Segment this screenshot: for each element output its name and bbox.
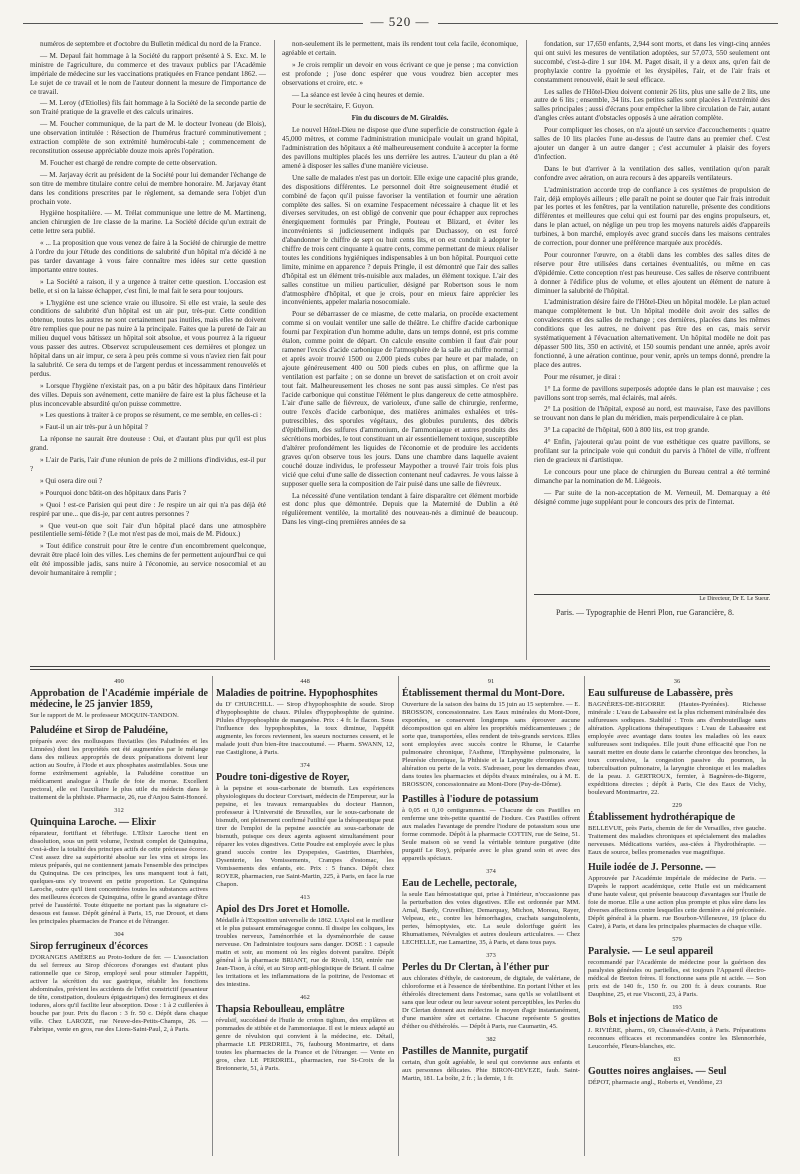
- ad-column-2: [216, 676, 394, 1156]
- ad-body: Ouverture de la saison des bains du 15 juin au 15 septembre. — E. BROSSON, concessionnaire. Les Eaux minérales du Mont-Dore, exportées, se conservent longtemps sans éprouver aucune décomposition qui en altère les propriétés médicamenteuses ; de sorte que, transportées, elles rendent de très-grands services. Elles sont employées avec succès contre le Rhume, le Catarrhe pulmonaire chronique, l'Asthme, l'Emphysème pulmonaire, la Pleurésie chronique, la Phthisie et la Laryngite chroniques avec altération ou perte de la voix. S'adresser, pour les demandes d'eau, dans toutes les pharmacies et dépôts d'eaux minérales, ou à M. E. BROSSON, concessionnaire au Mont-Dore (Puy-de-Dôme).: [402, 701, 580, 788]
- advertisement: [588, 802, 766, 857]
- section-divider: [30, 666, 770, 667]
- article-paragraph: » Tout édifice construit pour être le centre d'un encombrement quelconque, devrait être placé loin des villes. Les chemins de fer permettent aujourd'hui ce qui eût été impossible jadis, sans nuire à l'économie, au service nosocomial et au devoir humanitaire à remplir ;: [30, 542, 266, 578]
- article-paragraph: Pour se débarrasser de ce miasme, de cette malaria, on procède exactement comme si on voulait ventiler une salle de théâtre. Le chiffre d'acide carbonique fourni par l'expiration d'un homme adulte, dans un temps donné, est pris comme étalon, comme point de départ. On calcule ensuite combien il faut d'air pour ramener l'excès d'acide carbonique de l'atmosphère de la salle au chiffre normal ; et après avoir trouvé 1500 ou 2,000 pieds cubes par heure et par malade, on ajoute généreusement 400 ou 500 pieds cubes en plus, on affirme que la ventilation est parfaite ; on se donne un brevet de satisfaction et on croit avoir tout fait. Malheureusement les choses ne sont pas aussi simples. Ce n'est pas l'acide carbonique qui constitue l'élément le plus dangereux de cette atmosphère. L'air d'une salle de fiévreux, de varioleux, d'une salle de chirurgie, renferme, outre l'excès d'acide carbonique, des matières animales exhalées et très-putrescibles, des sporules végétaux, des globules purulents, des débris d'épithélium, des sulfures d'ammonium, de l'ammoniaque et autres produits des sécrétions morbides, le tout constituant un air essentiellement toxique, susceptible d'altérer profondément les liquides de l'économie et de produire les accidents graves qu'on observe tous les jours. Dans une chambre dans laquelle avaient couché douze individus, le professeur Maypother a trouvé l'air trois fois plus vicié que celui d'une salle de dissection contenant neuf cadavres. Je vous laisse à supposer quelle sera la composition de l'air puisé dans une salle de fiévreux.: [282, 310, 518, 488]
- ad-body: Médaille à l'Exposition universelle de 1862. L'Apiol est le meilleur et le plus puissant emménagogue connu. Il dissipe les coliques, les troubles nerveux, l'aménorrhée et la dysménorrhée de cause nerveuse. On l'administre toujours sans danger. DOSE : 1 capsule matin et soir, au moment où les règles doivent paraître. Dépôt général à la pharmacie BRIANT, rue de Rivoli, 150, entrée rue Jean-Tison, à côté, et au Sirop anti-phlogistique de Briant. Il calme les irritations et les inflammations de la poitrine, de l'estomac et des intestins.: [216, 917, 394, 988]
- article-paragraph: Le concours pour une place de chirurgien du Bureau central a été terminé dimanche par la nomination de M. Liégeois.: [534, 467, 770, 485]
- printer-line: Paris. — Typographie de Henri Plon, rue Garancière, 8.: [556, 608, 734, 617]
- article-paragraph: — M. Leroy (d'Etiolles) fils fait hommage à la Société de la seconde partie de son Traité pratique de la gravelle et des calculs urinaires.: [30, 99, 266, 117]
- article-paragraph: La nécessité d'une ventilation tendant à faire disparaître cet élément morbide est donc plus que démontrée. Depuis que la Maternité de Dublin a été régulièrement ventilée, la mortalité des nouveau-nés a diminué de beaucoup. Dans les vingt-cinq premières années de sa: [282, 491, 518, 527]
- article-paragraph: M. Foucher est chargé de rendre compte de cette observation.: [40, 158, 217, 167]
- ad-title: Apiol des Drs Joret et Homolle.: [216, 904, 350, 915]
- article-paragraph: » Qui osera dire oui ?: [40, 476, 103, 485]
- advertisement: [216, 894, 394, 989]
- ad-column-divider: [212, 676, 213, 1156]
- ad-title: Établissement hydrothérapique de: [588, 812, 736, 823]
- advertisement: [588, 936, 766, 999]
- article-paragraph: Les salles de l'Hôtel-Dieu doivent contenir 26 lits, plus une salle de 2 lits, une autre de 6 lits ; ensemble, 34 lits. Les petites salles sont placées à l'extrémité des salles principales ; aussi d'écrans pour empêcher la libre circulation de l'air, autant d'angles crées autant d'obstacles opposés à une aération complète.: [534, 87, 770, 123]
- ad-title: Eau de Lechelle, pectorale,: [402, 878, 517, 889]
- column-divider: [274, 40, 275, 660]
- ad-body: D'ORANGES AMÈRES au Proto-Iodure de fer. — L'association du sel ferreux au Sirop d'écorces d'oranges est d'autant plus rationnelle que ce Sirop, employé seul pour stimuler l'appétit, activer la sécrétion du suc gastrique, rétablir les fonctions abdominales, prévient les accidents de l'effet constrictif (pesanteur de tête, constipation, douleurs épigastriques) des ferrugineux et des iodures, alors qu'il facilite leur absorption. Dose : 1 à 2 cuillerées à bouche par jour. Prix du flacon : 3 fr. 50 c. Dépôt dans chaque ville. Chez LAROZE, rue Neuve-des-Petits-Champs, 26. — Fabrique, vente en gros, rue des Lions-Saint-Paul, 2, à Paris.: [30, 954, 208, 1033]
- ad-number: 36: [673, 678, 681, 685]
- ad-number: 462: [300, 994, 310, 1001]
- article-paragraph: 1° La forme de pavillons superposés adoptée dans le plan est mauvaise ; ces pavillons sont trop serrés, mal éclairés, mal aérés.: [534, 384, 770, 402]
- ad-title: Paludéine et Sirop de Paludéine,: [30, 725, 168, 736]
- advertisement: [216, 678, 394, 757]
- advertisement: [30, 725, 208, 802]
- advertisement: [588, 678, 766, 797]
- ad-title: Paralysie. — Le seul appareil: [588, 946, 714, 957]
- article-paragraph: — M. Jarjavay écrit au président de la Société pour lui demander l'échange de son titre de membre titulaire contre celui de membre honoraire. M. Jarjavay étant dans les conditions prescrites par le règlement, sa demande sera l'objet d'un prochain vote.: [30, 170, 266, 206]
- ad-column-4: [588, 676, 766, 1156]
- ad-column-divider: [584, 676, 585, 1156]
- ad-body: BELLEVUE, près Paris, chemin de fer de Versailles, rive gauche. Traitement des maladies chroniques et spécialement des maladies nerveuses. Médications variées, ass-ciées à l'hydrothérapie. — Eaux de source, belles promenades vue magnifique.: [588, 825, 766, 856]
- advertisement: [402, 1036, 580, 1083]
- advertisement: [30, 678, 208, 720]
- ad-title: Pastilles à l'iodure de potassium: [402, 794, 539, 805]
- article-paragraph: Une salle de malades n'est pas un dortoir. Elle exige une capacité plus grande, des dispositions différentes. Le personnel doit être soigneusement étudié et combiné de façon qu'il puisse favoriser la ventilation et fournir une aération complète des salles. Si on examine l'espacement nécessaire à chaque lit et les diverses servitudes, on est obligé de convenir que pour échapper aux reproches énergiquement formulés par Pringle, Pouteau et Blizard, et éviter les inconvénients si judicieusement indiqués par Duchassoy, on est forcé d'abandonner le chiffre de sept ou huit cents lits, et on est conduit à adopter le chiffre de trois cent cinquante à quatre cents, comme permettant de mieux réaliser toutes les conditions hygiéniques indispensables à un bon hôpital. Pourquoi cette limite, minime en apparence ? depuis Pringle, il est démontré que l'air des salles d'hôpital est un élément très-nuisible aux malades, un élément toxique. L'air des salles constitue un milieu particulier, désigné par Robertson sous le nom d'atmosphère d'hôpital, et que je crois, pour en mieux faire apprécier les inconvénients, appeler malaria nosocomiale.: [282, 173, 518, 307]
- article-column-2: [282, 40, 518, 660]
- article-paragraph: » L'air de Paris, l'air d'une réunion de près de 2 millions d'individus, est-il pur ?: [30, 456, 266, 473]
- ad-number: 374: [486, 868, 496, 875]
- article-paragraph: — Par suite de la non-acceptation de M. Verneuil, M. Demarquay a été désigné comme juge suppléant pour le concours des prix de l'internat.: [534, 488, 770, 506]
- article-paragraph: » Lorsque l'hygiène n'existait pas, on a pu bâtir des hôpitaux dans l'intérieur des villes. Depuis son avénement, cette manière de faire est la plus fâcheuse et la plus inconcevable absurdité qu'on puisse commettre.: [30, 381, 266, 408]
- ad-column-divider: [398, 676, 399, 1156]
- ad-body: à 0,05 et 0,10 centigrammes. — Chacune de ces Pastilles en renferme une très-petite quantité de l'iodure. Ces Pastilles offrent aux malades l'avantage de prendre l'iodure de potassium sous une forme commode. Dépôt à la pharmacie COTTIN, rue de Seine, 51. Seule maison où se vend la véritable teinture purgative (dite purgatif Le Roy), préparée avec le plus grand soin et avec des appareils spéciaux.: [402, 807, 580, 862]
- section-divider: [30, 669, 770, 670]
- article-paragraph: 2° La position de l'hôpital, exposé au nord, est mauvaise, l'axe des pavillons se trouvant non dans le plan du méridien, mais perpendiculaire à ce plan.: [534, 405, 770, 423]
- article-paragraph: » Je crois remplir un devoir en vous écrivant ce que je pense ; ma conviction est profonde ; j'ose donc espérer que vous voudrez bien accepter mes observations et croire, etc. »: [282, 60, 518, 87]
- ad-body: DÉPOT, pharmacie angl., Roberts et, Vendôme, 23: [588, 1079, 723, 1086]
- article-paragraph: 3° La capacité de l'hôpital, 600 à 800 lits, est trop grande.: [544, 426, 710, 435]
- ad-body: BAGNÈRES-DE-BIGORRE (Hautes-Pyrénées). Richesse minérale : L'eau de Labassère est la plus richement minéralisée des sulfureuses sodiques. Stabilité : Trois ans d'embouteillage sans altération. Applications thérapeutiques : L'eau de Labassère est employée avec avantage dans toutes les maladies où les eaux sulfureuses sont indiquées. Elle jouit d'une efficacité que l'on ne saurait mettre en doute dans le catarrhe chronique des bronches, la toux convulsive, la congestion passive du poumon, la tuberculisation pulmonaire, la laryngite chronique et les maladies de la peau. J. GERTROUX, fermier, à Bagnères-de-Bigorre, expéditions directes ; dépôt à Paris, Cie des Eaux de Vichy, boulevard Montmartre, 22.: [588, 701, 766, 796]
- ad-title: Perles du Dr Clertan, à l'éther pur: [402, 962, 550, 973]
- article-paragraph: Hygiène hospitalière. — M. Trélat communique une lettre de M. Martineng, ancien chirurgien de 1re classe de la marine. La Société décide qu'un extrait de cette lettre sera publié.: [30, 209, 266, 236]
- article-paragraph: numéros de septembre et d'octobre du Bulletin médical du nord de la France.: [40, 40, 262, 48]
- ad-number: 448: [300, 678, 310, 685]
- ad-number: 382: [486, 1036, 496, 1043]
- advertisement: [588, 1056, 766, 1087]
- advertisement: [30, 931, 208, 1034]
- ad-number: 374: [300, 762, 310, 769]
- ad-body: réparateur, fortifiant et fébrifuge. L'Elixir Laroche tient en dissolution, sous un petit volume, l'extrait complet de Quinquina, c'est-à-dire la totalité des principes actifs de cette précieuse écorce. C'est assez dire sa supériorité absolue sur les vins et sirops les mieux préparés, qui ne contiennent jamais l'ensemble des principes du Quinquina. De ces principes, les uns manquent tout à fait, quelques-uns s'y trouvent en petite proportion. Le Quinquina Laroche, outre qu'il tient concentrées toutes les substances actives des meilleures écorces de Quinquina, offre le grand avantage d'être privé de l'austérité. Toute étiquette ne portant pas la signature ci-dessous est fausse. Dépôt général à Paris, 15, rue Drouot, et dans les principales pharmacies de France et de l'étranger.: [30, 830, 208, 925]
- article-paragraph: » Les questions à traiter à ce propos se résument, ce me semble, en celles-ci :: [40, 411, 262, 420]
- ad-body: à la pepsine et sous-carbonate de bismuth. Les expériences physiologiques du docteur Corvisart, médecin de l'Empereur, sur la pepsine, et les travaux remarquables du docteur Hannon, professeur à l'Université de Bruxelles, sur le sous-carbonate de bismuth, ont pleinement confirmé l'utilité que la thérapeutique peut tirer de l'emploi de la pepsine associée au sous-carbonate de bismuth, puisque ces deux agents agissent simultanément pour réparer les voies digestives. Cette Poudre est employée avec le plus grand succès contre les Dyspepsies, Gastrites, Diarrhées, Dysenterie, les Vomissements, Crampes d'estomac, les Vomissements des enfants, etc. Prix : 5 francs. Dépôt chez ROYER, pharmacien, rue Saint-Martin, 225, à Paris, en face la rue Chapon.: [216, 785, 394, 888]
- ad-body: J. RIVIÈRE, pharm., 69, Chaussée-d'Antin, à Paris. Préparations reconnues efficaces et recommandées contre les Blennorrhée, Leucorrhée, Fleurs-blanches, etc.: [588, 1027, 766, 1050]
- ad-title: Gouttes noires anglaises. — Seul: [588, 1066, 727, 1077]
- ad-number: 304: [114, 931, 124, 938]
- director-signature: Le Directeur, Dr E. Le Sueur.: [699, 596, 770, 602]
- ad-title: Huile iodée de J. Personne. —: [588, 862, 716, 873]
- article-paragraph: 4° Enfin, j'ajouterai qu'au point de vue esthétique ces quatre pavillons, se profilant sur la principale voie qui conduit du parvis à l'hôtel de ville, n'offrent rien de gracieux ni d'artistique.: [534, 438, 770, 464]
- ad-body: du D' CHURCHILL. — Sirop d'hypophosphite de soude. Sirop d'hypophosphite de chaux. Pilules d'hypophosphite de quinine. Pilules d'hypophosphite de manganèse. Prix : 4 fr. le flacon. Sous l'influence des hypophosphites, la toux diminue, l'appétit augmente, les forces reviennent, les sueurs nocturnes cessent, et le malade jouit d'un bien-être inaccoutumé. — Pharm. SWANN, 12, rue Castiglione, à Paris.: [216, 701, 394, 756]
- article-paragraph: Dans le but d'arriver à la ventilation des salles, ventilation qu'on paraît confondre avec aération, on aura recours à des appareils ventilateurs.: [534, 164, 770, 182]
- ad-number: 193: [672, 1004, 682, 1011]
- ad-number: 490: [114, 678, 124, 685]
- ad-number: 91: [487, 678, 495, 685]
- article-paragraph: Pour couronner l'œuvre, on a établi dans les combles des salles dites de réserve pour être utilisées dans certaines éventualités, ou même en cas d'épidémie. Cette conception n'est pas heureuse. Ces salles de réserve contribuent à donner à l'édifice plus de volume, et elles ajoutent un élément de nature à diminuer la salubrité de l'hôpital.: [534, 250, 770, 295]
- column-divider: [526, 40, 527, 660]
- ad-number: 229: [672, 802, 682, 809]
- ad-column-1: [30, 676, 208, 1156]
- article-paragraph: » La Société a raison, il y a urgence à traiter cette question. L'occasion est belle, et si on la laisse échapper, c'est fini, le mal fait le sera pour toujours.: [30, 277, 266, 295]
- ad-body: aux chlorates d'éthyle, de castoreum, de digitale, de valériane, de chloroforme et à l'essence de térébenthine. En portant l'éther et les éthérolés directement dans l'estomac, sans qu'ils se volatilisent et sans que leur odeur ou leur saveur soient perceptibles, les Perles du Dr Clertan donnent aux médecins le moyen d'agir instantanément, d'une manière sûre et certaine. Chacune représente 5 gouttes d'éther ou d'éthérolés. — Dépôt à Paris, rue Caumartin, 45.: [402, 975, 580, 1030]
- article-paragraph: La réponse ne saurait être douteuse : Oui, et d'autant plus pur qu'il est plus grand.: [30, 435, 266, 453]
- ad-title: Pastilles de Mannite, purgatif: [402, 1046, 529, 1057]
- article-paragraph: — M. Foucher communique, de la part de M. le docteur Ivoneau (de Blois), une observation intitulée : Résection de l'humérus fracturé comminutivement ; extraction complète de son extrémité humérocubi-tale ; commencement de reconstitution osseuse appréciable douze mois après l'opération.: [30, 120, 266, 155]
- advertisement: [216, 994, 394, 1073]
- ad-body: Approuvée par l'Académie impériale de médecine de Paris. — D'après le rapport académique, cette Huile est un médicament d'une haute valeur, qui présente beaucoup d'avantages sur l'huile de foie de morue. Elle a une action plus prompte et plus sûre dans les diverses affections contre lesquelles cette dernière a été préconisée. Dépôt général à la pharm. rue Bourbon-Villeneuve, 19 (place du Caire), à Paris, et dans les principales pharmacies de chaque ville.: [588, 875, 766, 930]
- ad-body: Sur le rapport de M. le professeur MOQUIN-TANDON.: [30, 712, 179, 719]
- article-paragraph: » Quoi ! est-ce Parisien qui peut dire : Je respire un air qui n'a pas déjà été respiré par une... que dis-je, par cent autres personnes ?: [30, 500, 266, 518]
- advertisement: [402, 678, 580, 789]
- article-paragraph: L'administration accorde trop de confiance à ces systèmes de propulsion de l'air, déjà employés ailleurs ; elle paraît ne point se douter que l'air frais introduit par les portes et les fenêtres, par la ventilation naturelle, présente des conditions différentes et meilleures que celui qui est fourni par des engins propulseurs, et, dans le plan actuel, on néglige un peu trop les moyens naturels aidés d'appareils turbines, à bon marché, employés avec grand succès dans les maisons centrales de correction, pour donner une préférence marquée aux procédés.: [534, 185, 770, 248]
- advertisement: [588, 862, 766, 931]
- advertisement: [588, 1004, 766, 1051]
- article-paragraph: Le nouvel Hôtel-Dieu ne dispose que d'une superficie de construction égale à 45,000 mètres, et comme l'administration municipale voulait un grand hôpital, l'administration des hôpitaux a été malheureusement conduite à accepter la forme des pavillons multiples placés les uns derrière les autres. L'auteur du plan a été amené à disposer les salles d'une manière vicieuse.: [282, 126, 518, 170]
- ad-number: 83: [673, 1056, 681, 1063]
- ad-body: révulsif, succédané de l'huile de croton tiglium, des emplâtres et pommades de stibiée et de l'ammoniaque. Il est le mieux adapté au genre de révulsion qui convient à la médecine, etc. Détail, pharmacie LE PERDRIEL, 76, faubourg Montmartre, et dans toutes les pharmacies de la France et de l'étranger. — Vente en gros, chez LE PERDRIEL, pharmacien, rue St-Croix de la Bretonnerie, 51, à Paris.: [216, 1017, 394, 1072]
- advertisement: [30, 807, 208, 926]
- ad-body: recommandé par l'Académie de médecine pour la guérison des paralysies générales ou partielles, est toujours l'Appareil électro-médical de Breton frères. Il fonctionne sans pile ni acide. — Son prix est de 140 fr., 150 fr. ou 200 fr. à deux courants. Rue Dauphine, 25, et rue Visconti, 23, à Paris.: [588, 959, 766, 998]
- page-number: — 520 —: [0, 14, 800, 30]
- footer-rule: [534, 594, 770, 595]
- ad-number: 312: [114, 807, 124, 814]
- ad-title: Approbation de l'Académie impériale de médecine, le 25 janvier 1859,: [30, 688, 208, 710]
- ad-title: Bols et injections de Matico de: [588, 1014, 718, 1025]
- ad-title: Eau sulfureuse de Labassère, près: [588, 688, 733, 699]
- article-paragraph: » Que veut-on que soit l'air d'un hôpital placé dans une atmosphère pestilentielle semi-fétide ? (Le mot n'est pas de moi, mais de M. Pidoux.): [30, 521, 266, 539]
- article-paragraph: « ... La proposition que vous venez de faire à la Société de chirurgie de mettre à l'ordre du jour l'étude des conditions de salubrité d'un hôpital m'a décidé à ne pas tarder davantage à vous faire connaître mes idées sur cette question importante entre toutes.: [30, 239, 266, 274]
- article-paragraph: Pour me résumer, je dirai :: [544, 372, 621, 381]
- article-column-3: [534, 40, 770, 588]
- article-paragraph: Fin du discours de M. Giraldès.: [351, 114, 449, 123]
- ad-body: certain, d'un goût agréable, le seul qui convienne aux enfants et aux personnes délicates. Phie BIRON-DEVEZE, faub. Saint-Martin, 181. La boîte, 2 fr. ; la demie, 1 fr.: [402, 1059, 580, 1082]
- article-columns: [30, 40, 770, 660]
- ad-title: Poudre toni-digestive de Royer,: [216, 772, 350, 783]
- advertisement: [402, 794, 580, 863]
- article-paragraph: — M. Depaul fait hommage à la Société du rapport présenté à S. Exc. M. le ministre de l'agriculture, du commerce et des travaux publics par l'Académie impériale de médecine sur les vaccinations pratiquées en France pendant 1862. — Le sujet de ce travail et le nom de l'auteur donnent la mesure de l'importance de ce travail.: [30, 51, 266, 96]
- ad-column-3: [402, 676, 580, 1156]
- article-paragraph: fondation, sur 17,650 enfants, 2,944 sont morts, et dans les vingt-cinq années qui ont suivi les mesures de ventilation adoptées, sur 57,073, 550 seulement ont succombé, c'est-à-dire 1 sur 104. M. Paget disait, il y a deux ans, qu'en fait de prophylaxie contre la pyoémie et les érysipèles, l'air, et de l'air frais et constamment renouvelé, était le seul efficace.: [534, 40, 770, 84]
- article-paragraph: » Pourquoi donc bâtit-on des hôpitaux dans Paris ?: [40, 488, 187, 497]
- article-column-1: [30, 40, 266, 660]
- ad-title: Établissement thermal du Mont-Dore.: [402, 688, 565, 699]
- article-paragraph: L'administration désire faire de l'Hôtel-Dieu un hôpital modèle. Le plan actuel manque complètement le but. Un hôpital modèle doit avoir des salles de convalescents et des salles de rechange ; ces dernières, placées dans les mêmes conditions que les autres, ne doivent pas être des en cas, mais servir systématiquement à l'évacuation alternativement. Un hôpital modèle ne doit pas dépasser 500 lits, 350 en activité, et 150 soumis pendant une année, après avoir fonctionné, à une aération continue, pour venir, après un temps donné, prendre la place des autres.: [534, 298, 770, 369]
- ad-number: 413: [300, 894, 310, 901]
- ad-body: la seule Eau hémostatique qui, prise à l'intérieur, n'occasionne pas la perturbation des voies digestives. Elle est ordonnée par MM. Arnal, Bardy, Cruveilhier, Demarquay, Michon, Moreau, Rayer, Velpeau, etc., contre les hémorrhagies, crachats sanguinolents, pertes, hémoptysies, etc. La seule dolorifuge guérit les Rhumatismes, Névralgies et autres douleurs articulaires. — Chez LECHELLE, rue Lamartine, 35, à Paris, et dans tous pays.: [402, 891, 580, 946]
- advertisement: [402, 952, 580, 1031]
- article-paragraph: » Faut-il un air très-pur à un hôpital ?: [40, 423, 148, 432]
- advertisements: [30, 676, 770, 1156]
- ad-title: Maladies de poitrine. Hypophosphites: [216, 688, 378, 699]
- article-paragraph: Pour le secrétaire, F. Guyon.: [292, 102, 374, 111]
- ad-title: Sirop ferrugineux d'écorces: [30, 941, 148, 952]
- article-paragraph: Pour compliquer les choses, on n'a ajouté un service d'accouchements : quatre salles de 10 lits placées l'une au-dessus de l'autre dans au premier chef. C'est ajouter un danger à un autre danger ; c'est accumuler à plaisir des foyers d'infection.: [534, 126, 770, 161]
- advertisement: [216, 762, 394, 889]
- ad-title: Quinquina Laroche. — Elixir: [30, 817, 156, 828]
- advertisement: [402, 868, 580, 947]
- ad-number: 579: [672, 936, 682, 943]
- article-paragraph: » L'hygiène est une science vraie ou illusoire. Si elle est vraie, la seule des conditions de salubrité d'un hôpital est un air pur, très-pur. Cette condition obtenue, toutes les autres ne sont certainement pas inutiles, mais elles ne doivent être remplies que pour ne pas nuire à la principale. Faites que la pureté de l'air au milieu duquel vous bâtissez un hôpital soit absolue, et vous pourrez à la rigueur vous passer des autres. Observez scrupuleusement ces dernières et plongez un hôpital dans un air impur, ce sera à peu près comme si vous n'aviez rien fait pour la salubrité. Ce sera du temps et de l'argent perdus et incessamment renouvelés et perdus.: [30, 298, 266, 378]
- article-paragraph: non-seulement ils le permettent, mais ils rendent tout cela facile, économique, agréable et certain.: [282, 40, 518, 57]
- article-paragraph: — La séance est levée à cinq heures et demie.: [292, 90, 425, 99]
- ad-body: préparés avec des mollusques fluviatiles (les Paludinées et les Limnées) dont les propriétés ont été augmentées par le mélange dans des milieux appropriés de deux préparations doivent leur action au Soufre, à l'Iode et aux phosphates assimilables. Sous une forme extrêmement agréable, la Paludéine constitue un médicament analogue à l'huile de foie de morue. Excellent pectoral, elle est l'auxiliaire le plus utile du médecin dans le traitement de la phthisie. Pharmacie, 26, rue d'Anjou Saint-Honoré.: [30, 738, 208, 801]
- ad-title: Thapsia Reboulleau, emplâtre: [216, 1004, 345, 1015]
- ad-number: 373: [486, 952, 496, 959]
